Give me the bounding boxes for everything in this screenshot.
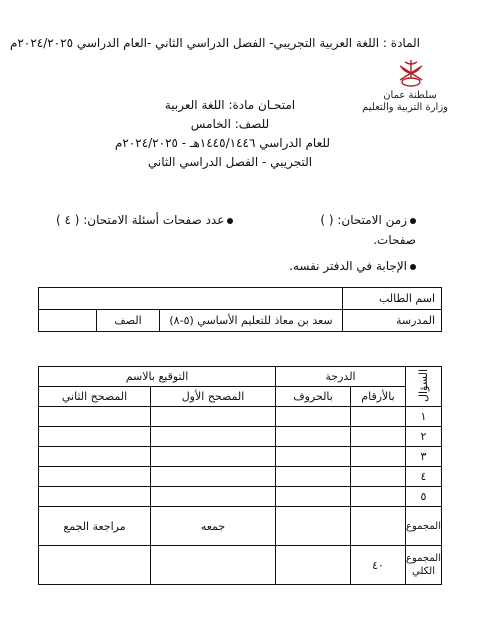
grand-total-row bbox=[39, 546, 442, 585]
question-number: ٥ bbox=[406, 487, 442, 507]
letters-cell[interactable] bbox=[276, 407, 351, 427]
grade-header: الدرجة bbox=[276, 367, 406, 387]
second-corrector-cell[interactable] bbox=[39, 467, 151, 487]
second-corrector-cell[interactable] bbox=[39, 487, 151, 507]
table-row bbox=[39, 487, 442, 507]
total-digits-cell[interactable] bbox=[351, 507, 406, 546]
first-corrector-cell[interactable] bbox=[151, 427, 276, 447]
table-row bbox=[39, 427, 442, 447]
total-compiler: جمعه bbox=[151, 507, 276, 546]
grade-level: للصف: الخامس bbox=[190, 117, 270, 131]
student-info-table bbox=[38, 287, 442, 332]
first-corrector-cell[interactable] bbox=[151, 487, 276, 507]
letters-header: بالحروف bbox=[276, 387, 351, 407]
exam-pages: عدد صفحات أسئلة الامتحان: ( ٤ ) bbox=[56, 210, 233, 230]
table-row bbox=[39, 447, 442, 467]
first-corrector-header: المصحح الأول bbox=[151, 387, 276, 407]
student-name-field[interactable] bbox=[39, 288, 343, 310]
table-row bbox=[39, 467, 442, 487]
letters-cell[interactable] bbox=[276, 467, 351, 487]
first-corrector-cell[interactable] bbox=[151, 447, 276, 467]
digits-cell[interactable] bbox=[351, 487, 406, 507]
school-label: المدرسة bbox=[343, 310, 442, 332]
class-field[interactable] bbox=[39, 310, 97, 332]
grand-total-letters-cell[interactable] bbox=[276, 546, 351, 585]
logo-line-1: سلطنة عمان bbox=[383, 90, 437, 101]
question-number: ٤ bbox=[406, 467, 442, 487]
first-corrector-cell[interactable] bbox=[151, 407, 276, 427]
subject-header: المادة : اللغة العربية التجريبي- الفصل الدراسي الثاني -العام الدراسي ٢٠٢٤/٢٠٢٥م bbox=[9, 36, 420, 50]
question-number: ٣ bbox=[406, 447, 442, 467]
total-row bbox=[39, 507, 442, 546]
letters-cell[interactable] bbox=[276, 447, 351, 467]
pages-suffix: صفحات. bbox=[373, 233, 416, 247]
question-header: السؤال bbox=[406, 367, 442, 407]
class-label: الصف bbox=[97, 310, 160, 332]
second-corrector-cell[interactable] bbox=[39, 427, 151, 447]
exam-title: امتحـان مادة: اللغة العربية bbox=[164, 98, 296, 112]
exam-term: التجريبي - الفصل الدراسي الثاني bbox=[147, 155, 313, 169]
table-row bbox=[39, 407, 442, 427]
digits-cell[interactable] bbox=[351, 427, 406, 447]
grades-table bbox=[38, 366, 442, 585]
question-number: ١ bbox=[406, 407, 442, 427]
second-corrector-cell[interactable] bbox=[39, 407, 151, 427]
academic-year: للعام الدراسي ١٤٤٥/١٤٤٦هـ - ٢٠٢٤/٢٠٢٥م bbox=[114, 136, 330, 150]
exam-title-block bbox=[114, 96, 330, 172]
exam-time: زمن الامتحان: ( ) bbox=[320, 210, 416, 230]
school-value: سعد بن معاذ للتعليم الأساسي (٥-٨) bbox=[160, 310, 343, 332]
answer-note: الإجابة في الدفتر نفسه. bbox=[56, 256, 416, 276]
grand-total-value: ٤٠ bbox=[351, 546, 406, 585]
letters-cell[interactable] bbox=[276, 427, 351, 447]
total-reviewer: مراجعة الجمع bbox=[39, 507, 151, 546]
digits-cell[interactable] bbox=[351, 467, 406, 487]
ministry-logo bbox=[362, 56, 450, 128]
signature-header: التوقيع بالاسم bbox=[39, 367, 276, 387]
grand-total-label: المجموع الكلي bbox=[406, 546, 442, 585]
first-corrector-cell[interactable] bbox=[151, 467, 276, 487]
grand-total-second-cell[interactable] bbox=[39, 546, 151, 585]
logo-line-2: وزارة التربية والتعليم bbox=[362, 102, 448, 113]
letters-cell[interactable] bbox=[276, 487, 351, 507]
second-corrector-cell[interactable] bbox=[39, 447, 151, 467]
digits-header: بالأرقام bbox=[351, 387, 406, 407]
exam-info bbox=[56, 210, 416, 276]
grand-total-first-cell[interactable] bbox=[151, 546, 276, 585]
second-corrector-header: المصحح الثاني bbox=[39, 387, 151, 407]
digits-cell[interactable] bbox=[351, 407, 406, 427]
digits-cell[interactable] bbox=[351, 447, 406, 467]
student-name-label: اسم الطالب bbox=[343, 288, 442, 310]
total-label: المجموع bbox=[406, 507, 442, 546]
total-letters-cell[interactable] bbox=[276, 507, 351, 546]
question-number: ٢ bbox=[406, 427, 442, 447]
